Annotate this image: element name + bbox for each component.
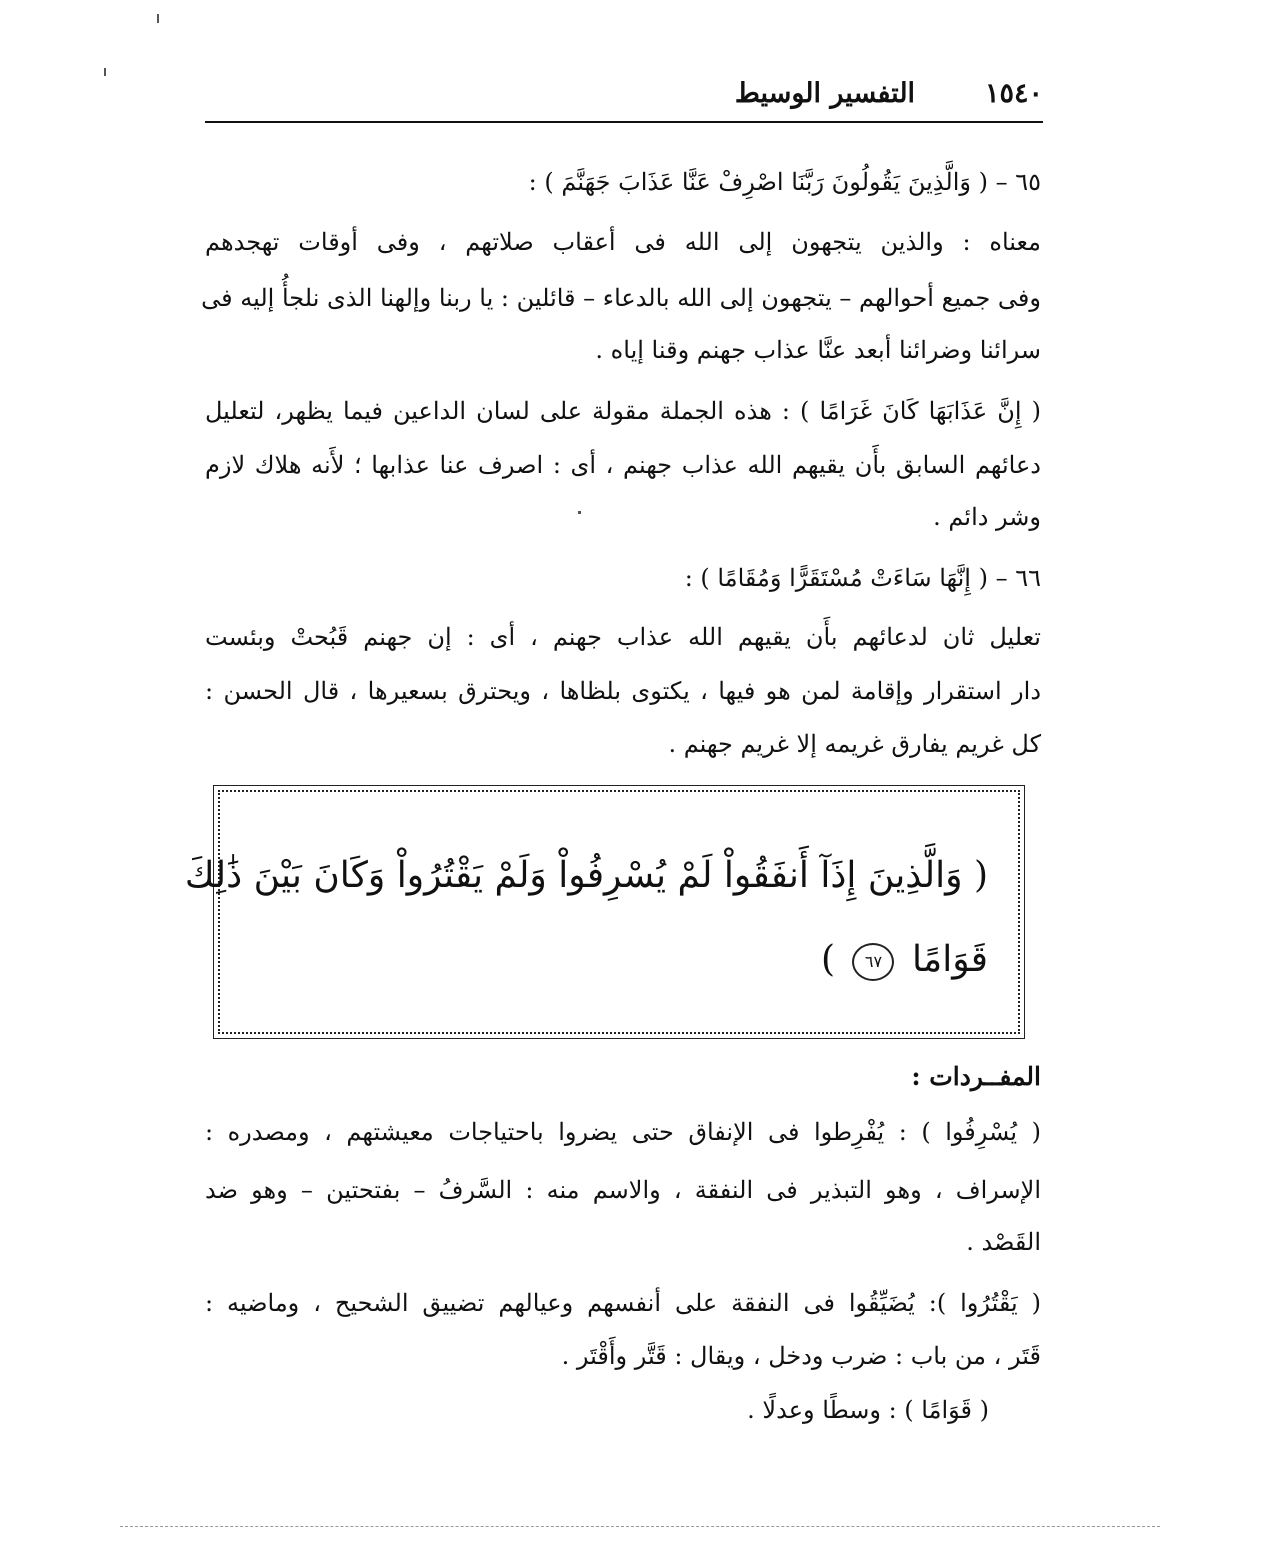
vocabulary-line: ( يُسْرِفُوا ) : يُفْرِطوا فى الإنفاق حتى يضروا باحتياجات معيشتهم ، ومصدره : <box>205 1118 1041 1146</box>
verse-word: قَوَامًا <box>911 939 988 980</box>
paragraph-line: دعائهم السابق بأَن يقيهم الله عذاب جهنم ، أى : اصرف عنا عذابها ؛ لأَنه هلاك لازم <box>205 451 1041 479</box>
scan-speck <box>578 511 581 514</box>
paragraph-line: وشر دائم . <box>933 503 1041 531</box>
vocabulary-line: ( قَوَامًا ) : وسطًا وعدلًا . <box>747 1396 989 1424</box>
verse-frame <box>184 790 1020 1034</box>
vocabulary-line: قَتَر ، من باب : ضرب ودخل ، ويقال : قَتَّر وأَقْتَر . <box>561 1342 1041 1370</box>
ayah-number-mark: ٦٧ <box>852 943 894 981</box>
book-title: التفسير الوسيط <box>734 78 916 109</box>
verse-66-heading: ٦٦ – ( إِنَّهَا سَاءَتْ مُسْتَقَرًّا وَمُقَامًا ) : <box>684 564 1041 592</box>
verse-65-heading: ٦٥ – ( وَالَّذِينَ يَقُولُونَ رَبَّنَا اصْرِفْ عَنَّا عَذَابَ جَهَنَّمَ ) : <box>528 168 1041 196</box>
running-header <box>205 78 1043 118</box>
quran-verse-line <box>821 932 988 988</box>
vocabulary-line: القَصْد . <box>966 1228 1041 1256</box>
vocabulary-line: الإسراف ، وهو التبذير فى النفقة ، والاسم منه : السَّرفُ – بفتحتين – وهو ضد <box>205 1176 1041 1204</box>
scan-speck <box>157 14 159 23</box>
paragraph-line: ( إِنَّ عَذَابَهَا كَانَ غَرَامًا ) : هذه الجملة مقولة على لسان الداعين فيما يظهر، لتعليل <box>205 397 1041 425</box>
paragraph-line: سرائنا وضرائنا أبعد عنَّا عذاب جهنم وقنا إياه . <box>595 336 1041 364</box>
paragraph-line: دار استقرار وإقامة لمن هو فيها ، يكتوى بلظاها ، ويحترق بسعيرها ، قال الحسن : <box>205 677 1042 705</box>
paragraph-line: معناه : والذين يتجهون إلى الله فى أعقاب صلاتهم ، وفى أوقات تهجدهم <box>205 228 1041 256</box>
paragraph-line: كل غريم يفارق غريمه إلا غريم جهنم . <box>668 730 1041 758</box>
paragraph-line: تعليل ثان لدعائهم بأَن يقيهم الله عذاب جهنم ، أى : إن جهنم قَبُحتْ وبئست <box>205 623 1041 651</box>
page-number: ١٥٤٠ <box>984 78 1043 109</box>
verse-closing-bracket: ) <box>820 939 836 980</box>
paragraph-line: وفى جميع أحوالهم – يتجهون إلى الله بالدعاء – قائلين : يا ربنا وإلهنا الذى نلجأُ إليه فى <box>201 284 1041 312</box>
quran-verse-line: ( وَالَّذِينَ إِذَآ أَنفَقُواْ لَمْ يُسْرِفُواْ وَلَمْ يَقْتُرُواْ وَكَانَ بَيْنَ ذَٰلِكَ <box>184 855 988 896</box>
header-rule <box>205 121 1043 123</box>
vocabulary-heading: المفــردات : <box>911 1062 1041 1091</box>
scan-edge-line <box>120 1526 1160 1527</box>
scan-speck <box>104 68 106 76</box>
vocabulary-line: ( يَقْتُرُوا ): يُضَيِّقُوا فى النفقة على أنفسهم وعيالهم تضييق الشحيح ، وماضيه : <box>205 1289 1041 1317</box>
